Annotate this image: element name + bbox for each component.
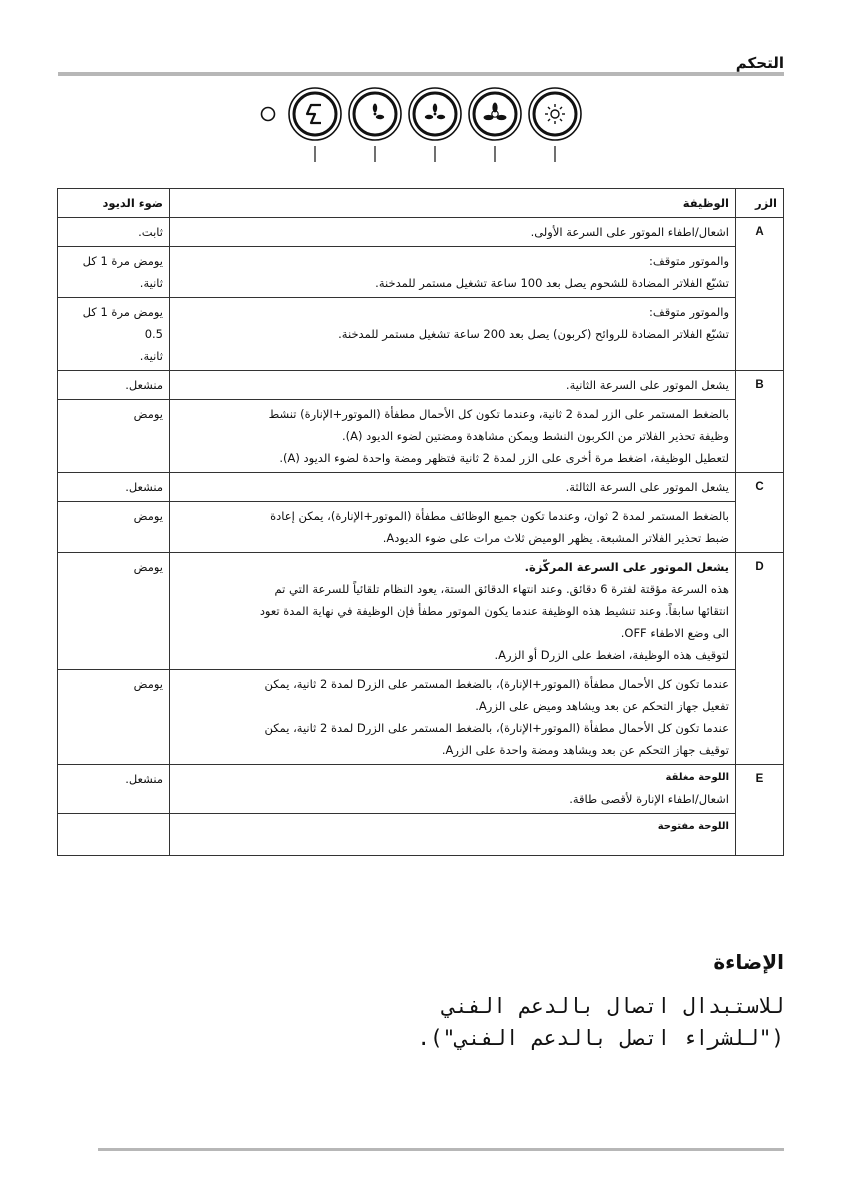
bottom-divider xyxy=(98,1148,784,1151)
table-row xyxy=(58,502,784,553)
table-row xyxy=(58,247,784,298)
lighting-line: للاستبدال اتصال بالدعم الفني xyxy=(442,994,784,1018)
function-line: عندما تكون كل الأحمال مطفأة (الموتور+الإنارة)، بالضغط المستمر على الزرD لمدة 2 ثانية، يمكن xyxy=(264,721,729,735)
control-panel xyxy=(250,84,590,164)
button-leader-lines xyxy=(315,146,555,162)
table-row xyxy=(58,670,784,765)
fan-speed-2-button[interactable] xyxy=(409,88,461,140)
fan-speed-3-button[interactable] xyxy=(469,88,521,140)
filter-grease-icon xyxy=(307,105,321,123)
led-cell: يومض xyxy=(58,553,170,670)
button-letter-b: B xyxy=(736,371,784,473)
table-row xyxy=(58,218,784,247)
header-function: الوظيفة xyxy=(170,189,736,218)
table-row xyxy=(58,298,784,371)
function-cell: اشعال/اطفاء الموتور على السرعة الأولى. xyxy=(170,218,736,247)
header-button: الزر xyxy=(736,189,784,218)
function-line: بالضغط المستمر لمدة 2 ثوان، وعندما تكون جميع الوظائف مطفأة (الموتور+الإنارة)، يمكن إعادة xyxy=(270,509,729,523)
function-cell xyxy=(170,670,736,765)
section-title-controls: التحكم xyxy=(735,54,784,72)
function-line: توقيف جهاز التحكم عن بعد ويشاهد ومضة واحدة على الزرA. xyxy=(441,743,729,757)
table-row xyxy=(58,400,784,473)
lighting-line: ("للشراء اتصل بالدعم الفني"). xyxy=(417,1026,784,1050)
lighting-text xyxy=(364,990,784,1054)
led-line: ثانية. xyxy=(139,276,163,290)
led-cell: يومض xyxy=(58,400,170,473)
table-row xyxy=(58,473,784,502)
function-line: هذه السرعة مؤقتة لفترة 6 دقائق. وعند انتهاء الدقائق الستة، يعود النظام تلقائياً للسرعة التي تم xyxy=(274,582,729,596)
function-line: والموتور متوقف: xyxy=(648,254,729,268)
led-cell: يومض xyxy=(58,502,170,553)
function-line: لتوقيف هذه الوظيفة، اضغط على الزرD أو الزرA. xyxy=(494,648,729,662)
function-line: ضبط تحذير الفلاتر المشبعة. يظهر الوميض ثلاث مرات على ضوء الديودA. xyxy=(382,531,729,545)
filter-grease-button[interactable] xyxy=(289,88,341,140)
controls-table xyxy=(57,188,784,856)
table-row xyxy=(58,814,784,856)
function-cell xyxy=(170,765,736,814)
function-line: عندما تكون كل الأحمال مطفأة (الموتور+الإنارة)، بالضغط المستمر على الزرD لمدة 2 ثانية، يمكن xyxy=(264,677,729,691)
function-cell xyxy=(170,814,736,856)
function-label: اللوحة مغلقة xyxy=(665,772,729,783)
fan-speed-1-button[interactable] xyxy=(349,88,401,140)
led-cell: ثابت. xyxy=(58,218,170,247)
fan-speed-3-icon xyxy=(484,103,507,121)
function-cell xyxy=(170,298,736,371)
light-icon xyxy=(545,104,565,124)
led-line: ثانية. xyxy=(139,349,163,363)
led-cell: منشعل. xyxy=(58,765,170,814)
led-indicator-icon xyxy=(262,108,275,121)
function-line: يشعل الموتور على السرعة المركّزة. xyxy=(524,560,729,574)
function-cell: يشعل الموتور على السرعة الثالثة. xyxy=(170,473,736,502)
function-label: اللوحة مفتوحة xyxy=(657,821,729,832)
function-line: وظيفة تحذير الفلاتر من الكربون النشط ويمكن مشاهدة ومضتين لضوء الديود (A). xyxy=(341,429,729,443)
button-letter-c: C xyxy=(736,473,784,553)
led-cell xyxy=(58,298,170,371)
fan-speed-1-icon xyxy=(373,104,384,120)
button-letter-a: A xyxy=(736,218,784,371)
function-line: الى وضع الاطفاء OFF. xyxy=(620,626,729,640)
function-cell xyxy=(170,247,736,298)
fan-speed-2-icon xyxy=(425,104,445,120)
button-letter-d: D xyxy=(736,553,784,765)
function-line: لتعطيل الوظيفة، اضغط مرة أخرى على الزر لمدة 2 ثانية فتظهر ومضة واحدة لضوء الديود (A). xyxy=(279,451,729,465)
header-led: ضوء الديود xyxy=(58,189,170,218)
led-cell xyxy=(58,814,170,856)
function-cell xyxy=(170,400,736,473)
function-line: بالضغط المستمر على الزر لمدة 2 ثانية، وعندما تكون كل الأحمال مطفأة (الموتور+الإنارة) تنشط xyxy=(268,407,729,421)
table-header-row xyxy=(58,189,784,218)
function-cell xyxy=(170,553,736,670)
button-letter-e: E xyxy=(736,765,784,856)
led-cell: منشعل. xyxy=(58,473,170,502)
function-cell: يشعل الموتور على السرعة الثانية. xyxy=(170,371,736,400)
led-cell xyxy=(58,247,170,298)
led-line: يومض مرة 1 كل xyxy=(82,254,163,268)
top-divider xyxy=(58,72,784,76)
led-cell: يومض xyxy=(58,670,170,765)
section-title-lighting: الإضاءة xyxy=(713,950,784,974)
function-line: والموتور متوقف: xyxy=(648,305,729,319)
table-row xyxy=(58,765,784,814)
table-row xyxy=(58,553,784,670)
function-cell xyxy=(170,502,736,553)
light-button[interactable] xyxy=(529,88,581,140)
function-line: تفعيل جهاز التحكم عن بعد ويشاهد وميض على الزرA. xyxy=(475,699,729,713)
function-line: اشعال/اطفاء الإنارة لأقصى طاقة. xyxy=(569,792,729,806)
function-line: انتقائها سابقاً. وعند تنشيط هذه الوظيفة عندما يكون الموتور مطفأ فإن الوظيفة في نهاية المدة تعود xyxy=(259,604,729,618)
led-cell: منشعل. xyxy=(58,371,170,400)
function-line: تشبّع الفلاتر المضادة للشحوم يصل بعد 100 ساعة تشغيل مستمر للمدخنة. xyxy=(375,276,729,290)
function-line: تشبّع الفلاتر المضادة للروائح (كربون) يصل بعد 200 ساعة تشغيل مستمر للمدخنة. xyxy=(338,327,729,341)
led-line: يومض مرة 1 كل 0.5 xyxy=(82,305,163,341)
table-row xyxy=(58,371,784,400)
